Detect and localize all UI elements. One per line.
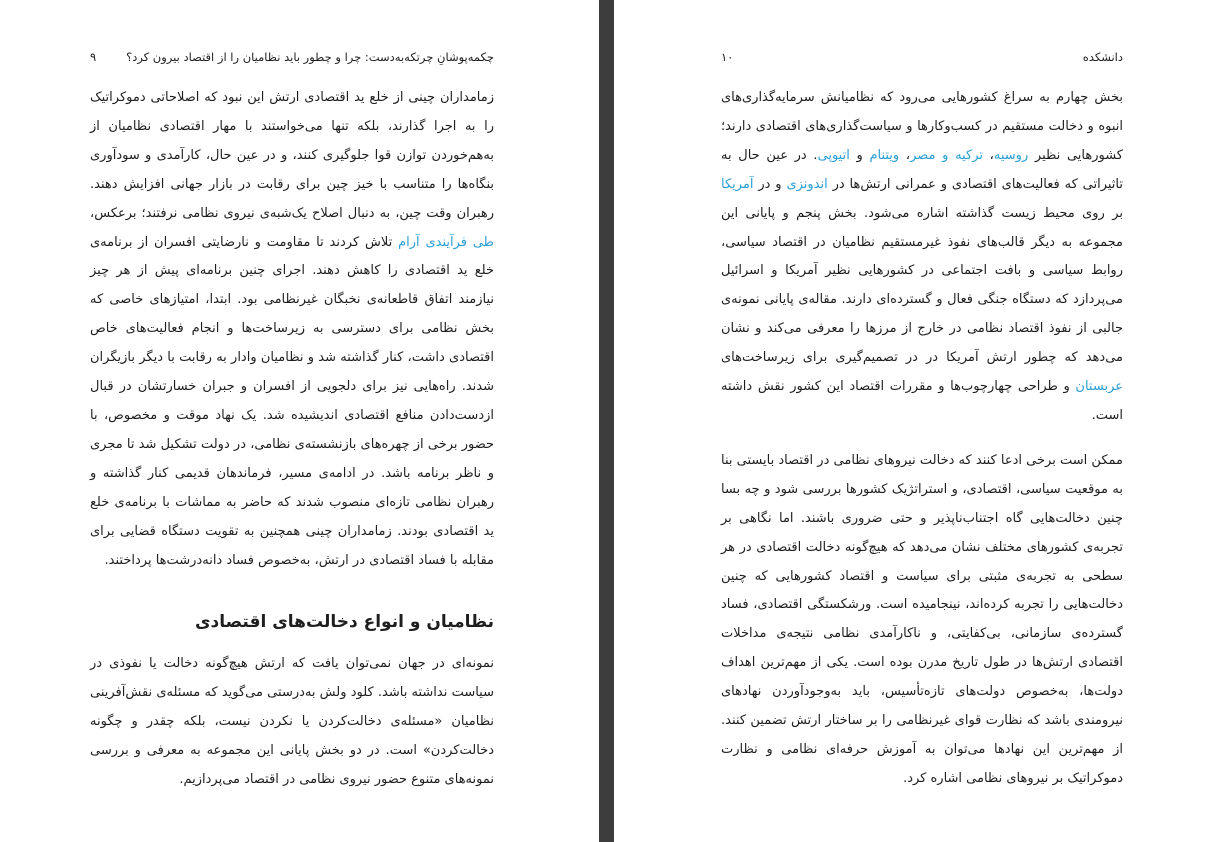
page-number: ۹	[90, 50, 97, 64]
right-page-header	[721, 48, 1123, 66]
link-vietnam[interactable]: ویتنام	[869, 147, 900, 163]
text-run: بخش چهارم به سراغ کشورهایی می‌رود که نظامیانش سرمایه‌گذاری‌های انبوه و دخالت مستقیم در کسب‌وکارها و سیاست‌گذاری‌های اقتصادی دارند؛ کشورهایی نظیر	[721, 90, 1123, 163]
link-indonesia[interactable]: اندونزی	[786, 176, 828, 192]
running-title: دانشکده	[1082, 50, 1123, 64]
left-page-body	[90, 84, 494, 795]
section-heading: نظامیان و انواع دخالت‌های اقتصادی	[194, 612, 494, 633]
link-arabia[interactable]: عربستان	[1075, 379, 1123, 395]
separator: و	[849, 147, 870, 163]
right-page	[614, 0, 1211, 842]
link-gradual-process[interactable]: طی فرآیندی آرام	[398, 234, 494, 250]
book-spine	[599, 0, 614, 842]
text-run: بر روی محیط زیست گذاشته اشاره می‌شود. بخش پنجم و پایانی این مجموعه به دیگر قالب‌های نفوذ غیرمستقیم نظامیان در اقتصاد سیاسی، روابط سیاسی و بافت اجتماعی در کشورهایی نظیر آمریکا و اسرائیل می‌پردازد که دستگاه جنگی فعال و گسترده‌ای دارند. مقاله‌ی پایانی نمونه‌ی جالبی از نفوذ اقتصاد نظامی در خارج از مرزها را معرفی می‌کند و نشان می‌دهد که چطور ارتش آمریکا در در تصمیم‌گیری برای زیرساخت‌های	[721, 205, 1123, 366]
link-turkey-egypt[interactable]: ترکیه و مصر	[910, 147, 983, 163]
right-page-body	[721, 84, 1123, 794]
text-run: تلاش کردند تا مقاومت و نارضایتی افسران از برنامه‌ی خلع ید اقتصادی را کاهش دهند. اجرای چنین برنامه‌ای پیش از هر چیز نیازمند اتفاق قاطعانه‌ی نخبگان غیرنظامی بود. ابتدا، امتیازهای خاصی که بخش نظامی برای دسترسی به زیرساخت‌ها و انجام فعالیت‌های خاص اقتصادی داشت، کنار گذاشته شد و نظامیان وادار به رقابت با دیگر بازیگران شدند. راه‌هایی نیز برای دلجویی از افسران و جبران خسارتشان در قبال ازدست‌دادن منافع اقتصادی اندیشیده شد. یک نهاد موقت و مخصوص، با حضور برخی از چهره‌های بازنشسته‌ی نظامی، در دولت تشکیل شد تا مجری و ناظر برنامه باشد. در ادامه‌ی مسیر، فرماندهان قدیمی کنار گذاشته و رهبران نظامی تازه‌ای منصوب شدند که حاضر به مماشات با برنامه‌ی خلع ید اقتصادی بودند. زمامداران چینی همچنین به تقویت دستگاه قضایی برای مقابله با فساد اقتصادی در ارتش، به‌خصوص فساد دانه‌درشت‌ها پرداختند.	[90, 234, 494, 568]
link-america[interactable]: آمریکا	[721, 176, 754, 192]
text-run: . در عین حال به تاثیراتی که فعالیت‌های اقتصادی و عمرانی ارتش‌ها در	[721, 147, 1123, 192]
left-page-header	[90, 48, 494, 66]
separator: ،	[899, 147, 911, 163]
text-run: و طراحی چهارچوب‌ها و مقررات اقتصاد این کشور نقش داشته است.	[721, 379, 1123, 423]
paragraph	[721, 84, 1123, 431]
separator: ،	[983, 147, 994, 163]
link-ethiopia[interactable]: اتیوپی	[817, 147, 850, 163]
paragraph	[90, 84, 494, 575]
paragraph: ممکن است برخی ادعا کنند که دخالت نیروهای نظامی در اقتصاد بایستی بنا به موقعیت سیاسی، اقتصادی، و استراتژیک کشورها بررسی شود و چه بسا چنین دخالت‌هایی گاه اجتناب‌ناپذیر و حتی ضروری باشند. اما نگاهی بر تجربه‌ی کشورهای مختلف نشان می‌دهد که هیچ‌گونه دخالت اقتصادی در هر سطحی به تجربه‌ی مثبتی برای سیاست و اقتصاد کشورهایی که چنین دخالت‌هایی را تجربه کرده‌اند، نینجامیده است. ورشکستگی اقتصادی، فساد گسترده‌ی سازمانی، بی‌کفایتی، و ناکارآمدی نظامی نتیجه‌ی مداخلات اقتصادی ارتش‌ها در طول تاریخ مدرن بوده است. یکی از مهم‌ترین اهداف دولت‌ها، به‌خصوص دولت‌های تازه‌تأسیس، باید به‌وجودآوردن نهادهای نیرومندی باشد که نظارت قوای غیرنظامی را بر ساختار ارتش تضمین کنند. از مهم‌ترین این نهادها می‌توان به آموزش حرفه‌ای نظامی و نظارت دموکراتیک بر نیروهای نظامی اشاره کرد.	[721, 452, 1123, 786]
running-title: چکمه‌پوشانِ چرتکه‌به‌دست: چرا و چطور باید نظامیان را از اقتصاد بیرون کرد؟	[126, 50, 494, 64]
paragraph: نمونه‌ای در جهان نمی‌توان یافت که ارتش هیچ‌گونه دخالت یا نفوذی در سیاست نداشته باشد. کلود ولش به‌درستی می‌گوید که مسئله‌ی نقش‌آفرینی نظامیان «مسئله‌ی دخالت‌کردن یا نکردن نیست، بلکه چقدر و چگونه دخالت‌کردن» است. در دو بخش پایانی این مجموعه به معرفی و بررسی نمونه‌های متنوع حضور نیروی نظامی در اقتصاد می‌پردازیم.	[90, 656, 494, 788]
left-page	[0, 0, 599, 842]
link-russia[interactable]: روسیه	[993, 147, 1029, 163]
page-number: ۱۰	[721, 50, 734, 64]
text-run: زمامداران چینی از خلع ید اقتصادی ارتش این نبود که اصلاحاتی دموکراتیک را به اجرا گذارند، بلکه تنها می‌خواستند با مهار اقتصادی نظامیان از به‌هم‌خوردن توازن قوا جلوگیری کنند، و در عین حال، کارآمدی و سودآوری بنگاه‌ها را متناسب با خیز چین برای رقابت در بازار جهانی افزایش دهند. رهبران وقت چین، به دنبال اصلاح یک‌شبه‌ی نیروی نظامی نرفتند؛ برعکس،	[90, 90, 494, 221]
separator: و در	[753, 176, 787, 192]
